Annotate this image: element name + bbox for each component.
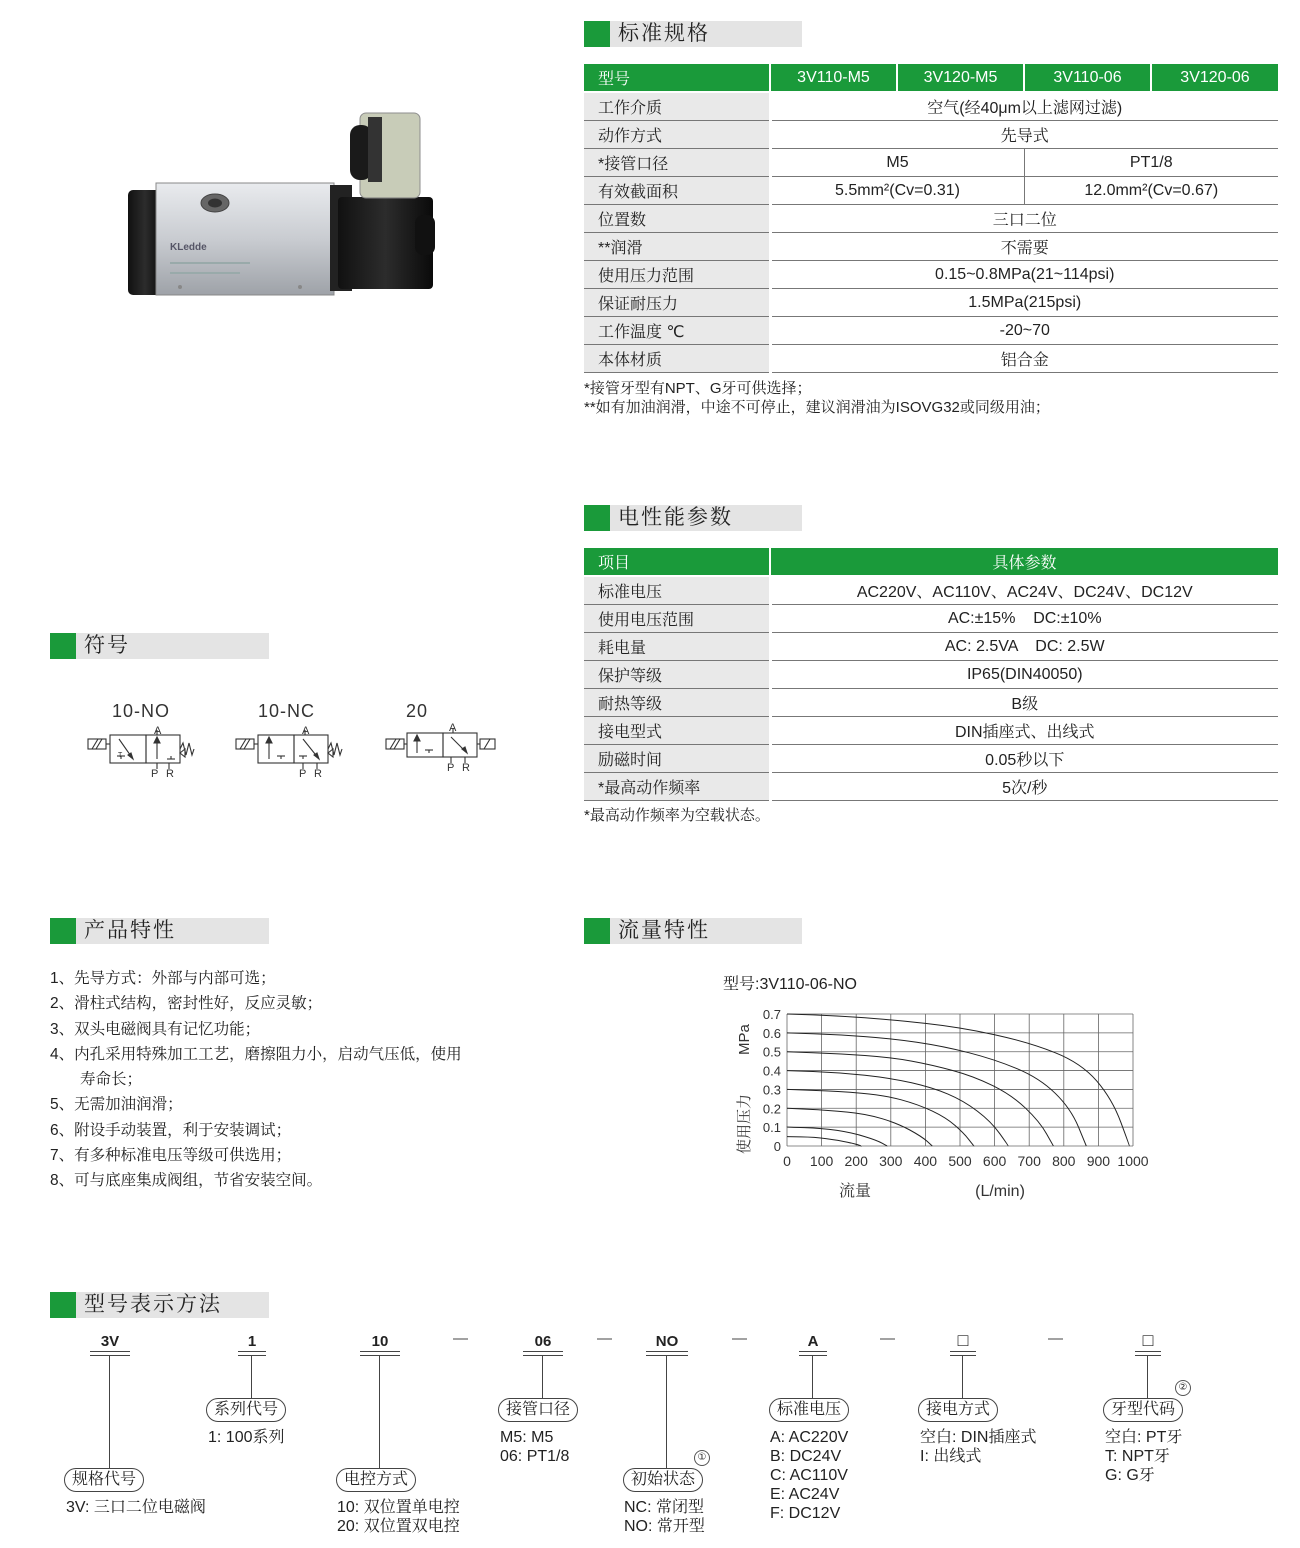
code-dash: —	[732, 1330, 747, 1347]
elec-row-value: IP65(DIN40050)	[770, 661, 1278, 689]
note-marker-2: ②	[1175, 1380, 1191, 1396]
option-text: NC: 常闭型	[624, 1499, 705, 1516]
list-item: 3、双头电磁阀具有记忆功能；	[50, 1020, 261, 1038]
code-dash: —	[597, 1330, 612, 1347]
code-part: □	[1142, 1330, 1154, 1350]
list-item: 7、有多种标准电压等级可供选用；	[50, 1147, 292, 1165]
option-text: C: AC110V	[770, 1467, 848, 1484]
x-tick-label: 600	[982, 1153, 1007, 1169]
port-r-label: R	[314, 768, 322, 780]
table-row	[584, 576, 1278, 605]
spec-row-label: 位置数	[584, 205, 770, 233]
table-row	[584, 633, 1278, 661]
title-marker-icon	[50, 1292, 76, 1318]
group-label-control: 电控方式	[336, 1468, 416, 1492]
title-marker-icon	[584, 918, 610, 944]
option-text: 3V: 三口二位电磁阀	[66, 1499, 206, 1516]
y-tick-label: 0.2	[762, 1101, 781, 1117]
list-item: 4、内孔采用特殊加工工艺，磨擦阻力小，启动气压低，使用	[50, 1045, 462, 1063]
spec-row-label: *接管口径	[584, 149, 770, 177]
spec-model: 3V110-06	[1024, 64, 1151, 92]
code-part: 10	[371, 1333, 389, 1350]
elec-table	[584, 548, 1278, 801]
x-tick-label: 1000	[1117, 1153, 1149, 1169]
elec-row-value: B级	[770, 689, 1278, 717]
chart-title: 型号:3V110-06-NO	[723, 976, 857, 993]
elec-header-label: 项目	[584, 548, 770, 576]
title-marker-icon	[584, 505, 610, 531]
code-part: □	[957, 1330, 969, 1350]
group-label-thread: 牙型代码	[1103, 1398, 1183, 1422]
elec-row-value: 0.05秒以下	[770, 745, 1278, 773]
spec-row-value: 0.15~0.8MPa(21~114psi)	[770, 261, 1278, 289]
option-text: 06: PT1/8	[500, 1448, 570, 1465]
feature-list	[50, 966, 540, 1194]
y-axis-label: 使用压力	[736, 1093, 753, 1154]
spec-row-label: 使用压力范围	[584, 261, 770, 289]
table-row	[584, 289, 1278, 317]
table-row	[584, 661, 1278, 689]
table-row	[584, 149, 1278, 177]
x-tick-label: 0	[783, 1153, 791, 1169]
table-row	[584, 773, 1278, 801]
spec-row-label: 工作介质	[584, 92, 770, 121]
valve-symbol-10-nc	[233, 725, 348, 780]
elec-row-label: 接电型式	[584, 717, 770, 745]
table-row	[584, 745, 1278, 773]
option-text: G: G牙	[1105, 1467, 1155, 1484]
table-row	[584, 605, 1278, 633]
section-title-symbol: 符号	[50, 633, 269, 659]
table-row	[584, 717, 1278, 745]
option-text: B: DC24V	[770, 1448, 842, 1465]
elec-header-value: 具体参数	[770, 548, 1278, 576]
flow-chart	[725, 1000, 1165, 1210]
section-title-elec: 电性能参数	[584, 505, 802, 531]
port-r-label: R	[462, 762, 470, 774]
option-text: T: NPT牙	[1105, 1448, 1170, 1465]
spec-row-value: 先导式	[770, 121, 1278, 149]
valve-symbol-20	[383, 720, 498, 775]
symbol-label: 10-NO	[112, 701, 171, 721]
section-title-spec: 标准规格	[584, 21, 802, 47]
list-item: 1、先导方式：外部与内部可选；	[50, 970, 276, 987]
series-line	[787, 1052, 1053, 1146]
note-marker-1: ①	[694, 1450, 710, 1466]
option-text: E: AC24V	[770, 1486, 840, 1503]
table-row	[584, 261, 1278, 289]
y-tick-label: 0	[773, 1139, 781, 1154]
port-r-label: R	[166, 768, 174, 780]
y-tick-label: 0.1	[762, 1120, 781, 1136]
option-text: 空白: DIN插座式	[920, 1429, 1037, 1446]
spec-header-label: 型号	[584, 64, 770, 92]
spec-row-label: **润滑	[584, 233, 770, 261]
port-a-label: A	[154, 725, 162, 737]
group-label-spec: 规格代号	[64, 1468, 144, 1492]
option-text: I: 出线式	[920, 1448, 982, 1465]
section-title-model: 型号表示方法	[50, 1292, 269, 1318]
group-label-voltage: 标准电压	[769, 1398, 849, 1422]
elec-row-label: 标准电压	[584, 576, 770, 605]
elec-row-label: 保护等级	[584, 661, 770, 689]
group-label-wiring: 接电方式	[918, 1398, 998, 1422]
elec-row-value: AC220V、AC110V、AC24V、DC24V、DC12V	[770, 576, 1278, 605]
elec-row-value: DIN插座式、出线式	[770, 717, 1278, 745]
option-text: A: AC220V	[770, 1429, 849, 1446]
section-title-features: 产品特性	[50, 918, 269, 944]
list-item: 寿命长；	[80, 1071, 143, 1089]
spec-row-label: 工作温度 ℃	[584, 317, 770, 345]
code-part: 1	[247, 1333, 257, 1350]
elec-row-label: 使用电压范围	[584, 605, 770, 633]
x-tick-label: 400	[913, 1153, 938, 1169]
elec-row-value: AC:±15% DC:±10%	[770, 605, 1278, 633]
list-item: 5、无需加油润滑；	[50, 1096, 183, 1114]
x-tick-label: 100	[809, 1153, 834, 1169]
spec-row-label: 动作方式	[584, 121, 770, 149]
symbol-label: 10-NC	[258, 701, 316, 721]
elec-row-value: AC: 2.5VA DC: 2.5W	[770, 633, 1278, 661]
y-tick-label: 0.3	[762, 1082, 781, 1098]
spec-row-value: 空气(经40μm以上滤网过滤)	[770, 92, 1278, 121]
port-p-label: P	[299, 768, 307, 780]
elec-header-row	[584, 548, 1278, 576]
x-tick-label: 700	[1017, 1153, 1041, 1169]
code-part: 06	[534, 1333, 552, 1350]
port-a-label: A	[302, 725, 310, 737]
spec-row-label: 有效截面积	[584, 177, 770, 205]
spec-row-value: 不需要	[770, 233, 1278, 261]
code-part: A	[807, 1333, 819, 1350]
option-text: 空白: PT牙	[1105, 1429, 1183, 1446]
y-tick-label: 0.7	[762, 1007, 781, 1022]
elec-row-label: 耐热等级	[584, 689, 770, 717]
option-text: 10: 双位置单电控	[337, 1499, 460, 1516]
group-label-series: 系列代号	[206, 1398, 286, 1422]
group-label-port: 接管口径	[498, 1398, 578, 1422]
code-dash: —	[1048, 1330, 1063, 1347]
series-line	[787, 1137, 861, 1146]
table-row	[584, 177, 1278, 205]
spec-row-value: 12.0mm²(Cv=0.67)	[1024, 177, 1278, 205]
x-tick-label: 200	[844, 1153, 868, 1169]
y-axis-unit: MPa	[736, 1024, 753, 1055]
spec-row-value: 三口二位	[770, 205, 1278, 233]
brand-logo: KLedde	[170, 242, 207, 253]
spec-row-value: PT1/8	[1024, 149, 1278, 177]
option-text: M5: M5	[500, 1429, 554, 1446]
x-tick-label: 800	[1052, 1153, 1076, 1169]
spec-row-label: 保证耐压力	[584, 289, 770, 317]
code-part: 3V	[100, 1333, 120, 1350]
table-row	[584, 92, 1278, 121]
x-axis-label: 流量	[838, 1183, 872, 1200]
option-text: F: DC12V	[770, 1505, 841, 1522]
spec-row-value: 铝合金	[770, 345, 1278, 373]
table-row	[584, 689, 1278, 717]
title-marker-icon	[584, 21, 610, 47]
option-text: 20: 双位置双电控	[337, 1518, 460, 1535]
symbol-label: 20	[406, 701, 429, 721]
port-t-label: T	[118, 752, 123, 759]
list-item: 2、滑柱式结构，密封性好，反应灵敏；	[50, 995, 323, 1013]
spec-model: 3V120-06	[1151, 64, 1278, 92]
table-row	[584, 121, 1278, 149]
port-p-label: P	[447, 762, 455, 774]
x-tick-label: 300	[879, 1153, 903, 1169]
spec-row-value: -20~70	[770, 317, 1278, 345]
code-part: NO	[655, 1333, 679, 1350]
table-row	[584, 233, 1278, 261]
elec-row-value: 5次/秒	[770, 773, 1278, 801]
code-dash: —	[453, 1330, 468, 1347]
spec-model: 3V120-M5	[897, 64, 1024, 92]
table-row	[584, 205, 1278, 233]
spec-row-value: M5	[770, 149, 1024, 177]
elec-row-label: *最高动作频率	[584, 773, 770, 801]
x-tick-label: 900	[1086, 1153, 1111, 1169]
option-text: NO: 常开型	[624, 1518, 705, 1535]
group-label-initial-state: 初始状态	[623, 1468, 703, 1492]
option-text: 1: 100系列	[208, 1429, 285, 1446]
y-tick-label: 0.4	[762, 1063, 781, 1079]
title-marker-icon	[50, 633, 76, 659]
spec-note: **如有加油润滑，中途不可停止，建议润滑油为ISOVG32或同级用油；	[584, 399, 1050, 416]
list-item: 6、附设手动装置，利于安装调试；	[50, 1121, 292, 1139]
spec-row-value: 5.5mm²(Cv=0.31)	[770, 177, 1024, 205]
elec-row-label: 耗电量	[584, 633, 770, 661]
spec-row-label: 本体材质	[584, 345, 770, 373]
spec-header-row	[584, 64, 1278, 92]
x-tick-label: 500	[948, 1153, 972, 1169]
spec-row-value: 1.5MPa(215psi)	[770, 289, 1278, 317]
valve-symbol-10-no	[85, 725, 200, 780]
x-axis-unit: (L/min)	[975, 1183, 1025, 1200]
list-item: 8、可与底座集成阀组，节省安装空间。	[50, 1172, 323, 1190]
elec-row-label: 励磁时间	[584, 745, 770, 773]
code-dash: —	[880, 1330, 895, 1347]
y-tick-label: 0.5	[762, 1044, 781, 1060]
product-image	[120, 105, 450, 305]
section-title-flow: 流量特性	[584, 918, 802, 944]
spec-table	[584, 64, 1278, 373]
y-tick-label: 0.6	[762, 1025, 781, 1041]
table-row	[584, 345, 1278, 373]
spec-note: *接管牙型有NPT、G牙可供选择；	[584, 380, 812, 397]
port-a-label: A	[449, 722, 457, 734]
spec-model: 3V110-M5	[770, 64, 897, 92]
elec-note: *最高动作频率为空载状态。	[584, 807, 770, 824]
title-marker-icon	[50, 918, 76, 944]
table-row	[584, 317, 1278, 345]
port-p-label: P	[151, 768, 159, 780]
